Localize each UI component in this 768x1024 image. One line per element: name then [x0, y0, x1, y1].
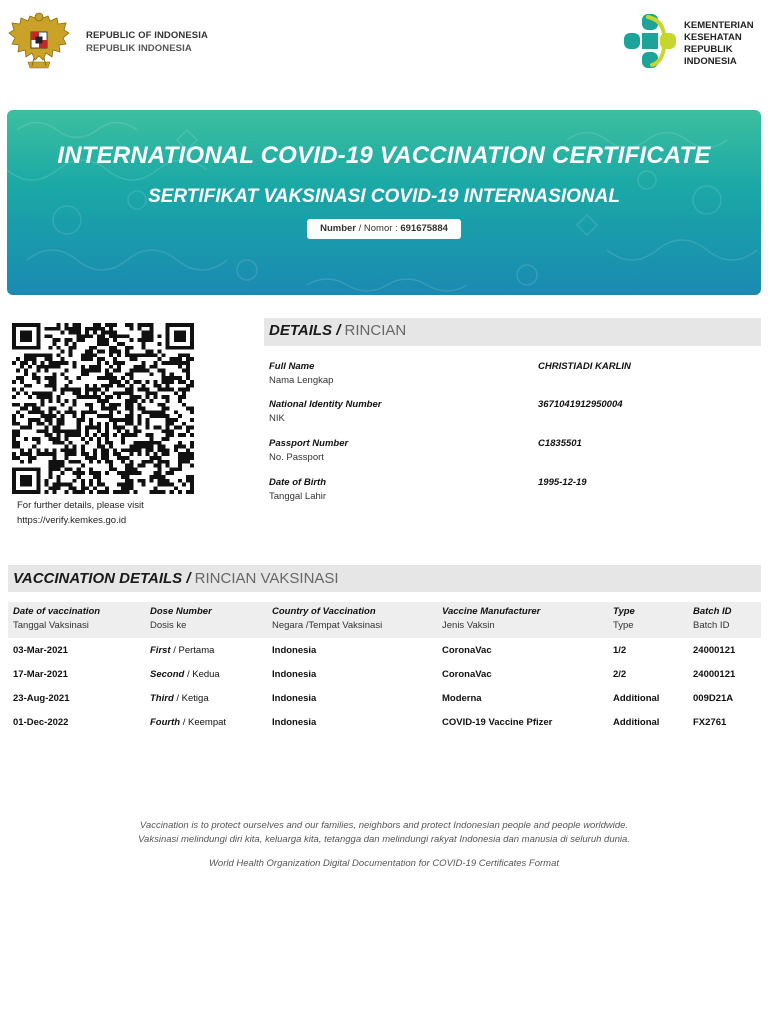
detail-label-en: National Identity Number: [269, 399, 382, 410]
detail-label-id: NIK: [269, 413, 285, 424]
ministry-line-1: KEMENTERIAN: [684, 20, 754, 31]
vaccination-title-id: RINCIAN VAKSINASI: [190, 570, 339, 587]
verify-link[interactable]: https://verify.kemkes.go.id: [17, 514, 127, 526]
vaccination-country: Indonesia: [272, 716, 317, 728]
republic-text: [86, 29, 208, 55]
footer-line-id: Vaksinasi melindungi diri kita, keluarga kita, tetangga dan melindungi rakyat Indonesia dan manusia di seluruh dunia.: [138, 834, 630, 845]
column-header: Vaccine Manufacturer Jenis Vaksin: [442, 606, 541, 631]
detail-row-nik: [269, 399, 759, 424]
vaccine-manufacturer: COVID-19 Vaccine Pfizer: [442, 716, 553, 728]
detail-label-id: Tanggal Lahir: [269, 491, 327, 502]
qr-code: [12, 323, 194, 494]
certificate-number-badge: [307, 219, 461, 239]
table-row: [8, 638, 761, 662]
vaccination-country: Indonesia: [272, 692, 317, 704]
kemenkes-text: [684, 20, 754, 68]
footer: [0, 819, 768, 871]
batch-id: 24000121: [693, 644, 736, 656]
qr-note: [17, 499, 247, 528]
ministry-line-3: REPUBLIK: [684, 44, 733, 55]
certificate-banner: [7, 110, 761, 295]
full-name-value: CHRISTIADI KARLIN: [538, 361, 631, 372]
vaccine-type: Additional: [613, 716, 660, 728]
detail-row-passport: [269, 438, 759, 463]
top-header: [0, 0, 768, 100]
table-row: [8, 662, 761, 686]
ministry-line-2: KESEHATAN: [684, 32, 742, 43]
detail-label-id: Nama Lengkap: [269, 375, 334, 386]
kemenkes-logo-icon: [622, 12, 680, 70]
detail-row-dob: [269, 477, 759, 502]
detail-label-en: Passport Number: [269, 438, 349, 449]
republic-en: REPUBLIC OF INDONESIA: [86, 30, 208, 41]
garuda-emblem-icon: [6, 8, 72, 74]
who-format-note: World Health Organization Digital Documentation for COVID-19 Certificates Format: [208, 858, 560, 869]
vaccine-manufacturer: CoronaVac: [442, 644, 492, 656]
nik-value: 3671041912950004: [538, 399, 623, 410]
column-header: Batch ID Batch ID: [693, 606, 732, 631]
vaccine-manufacturer: Moderna: [442, 692, 482, 704]
vaccination-date: 23-Aug-2021: [13, 692, 70, 704]
vaccination-table: [8, 602, 761, 734]
dob-value: 1995-12-19: [538, 477, 587, 488]
detail-label-en: Date of Birth: [269, 477, 326, 488]
vaccination-date: 03-Mar-2021: [13, 644, 68, 656]
vaccination-title-en: VACCINATION DETAILS /: [13, 570, 191, 587]
certificate-title: INTERNATIONAL COVID-19 VACCINATION CERTIFICATE: [57, 142, 711, 169]
vaccination-section-header: [8, 565, 761, 592]
detail-label-id: No. Passport: [269, 452, 324, 463]
ministry-line-4: INDONESIA: [684, 56, 737, 67]
dose-number: Fourth / Keempat: [150, 716, 227, 728]
table-row: [8, 686, 761, 710]
number-label-en: Number: [320, 223, 356, 234]
dose-number: Third / Ketiga: [150, 692, 209, 704]
vaccine-type: 2/2: [613, 668, 627, 680]
column-header: Date of vaccination Tanggal Vaksinasi: [13, 606, 101, 631]
vaccination-country: Indonesia: [272, 668, 317, 680]
number-value: 691675884: [400, 223, 448, 234]
passport-value: C1835501: [538, 438, 582, 449]
qr-modules: [12, 323, 194, 494]
detail-label-en: Full Name: [269, 361, 315, 372]
dose-number: First / Pertama: [150, 644, 215, 656]
detail-row-full-name: [269, 361, 759, 386]
batch-id: 24000121: [693, 668, 736, 680]
certificate-subtitle: SERTIFIKAT VAKSINASI COVID-19 INTERNASIONAL: [148, 186, 620, 207]
vaccination-country: Indonesia: [272, 644, 317, 656]
vaccine-manufacturer: CoronaVac: [442, 668, 492, 680]
column-header: Type Type: [613, 606, 635, 631]
republic-id: REPUBLIK INDONESIA: [86, 43, 192, 54]
vaccine-type: Additional: [613, 692, 660, 704]
table-header-row: [8, 602, 761, 638]
column-header: Country of Vaccination Negara /Tempat Vaksinasi: [272, 606, 383, 631]
qr-note-text: For further details, please visit: [17, 500, 144, 511]
vaccination-date: 01-Dec-2022: [13, 716, 69, 728]
column-header: Dose Number Dosis ke: [150, 606, 212, 631]
details-section-header: [264, 318, 761, 346]
batch-id: FX2761: [693, 716, 727, 728]
table-row: [8, 710, 761, 734]
details-title-en: DETAILS /: [269, 322, 341, 339]
footer-line-en: Vaccination is to protect ourselves and our families, neighbors and protect Indonesian people and people worldwide.: [139, 820, 629, 831]
vaccine-type: 1/2: [613, 644, 627, 656]
details-title-id: RINCIAN: [340, 322, 407, 339]
vaccination-date: 17-Mar-2021: [13, 668, 68, 680]
number-label-id: / Nomor :: [356, 223, 401, 234]
batch-id: 009D21A: [693, 692, 734, 704]
dose-number: Second / Kedua: [150, 668, 220, 680]
